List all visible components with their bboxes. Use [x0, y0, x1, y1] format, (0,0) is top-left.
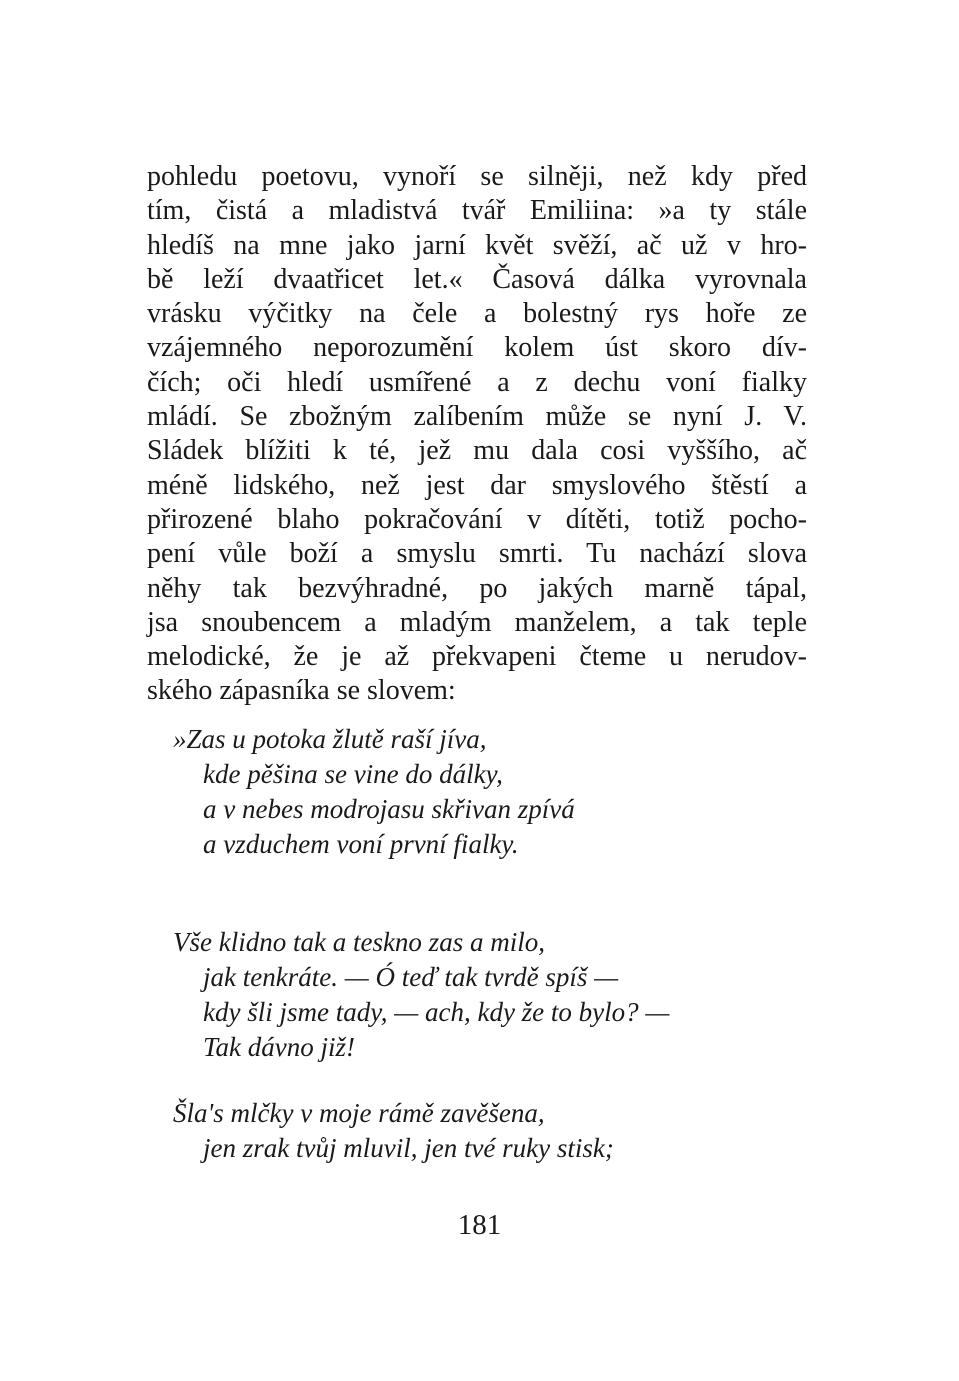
poem-stanza [173, 722, 813, 862]
text-line: jsa snoubencem a mladým manželem, a tak teple [147, 606, 807, 638]
text-line: mládí. Se zbožným zalíbením může se nyní J. V. [147, 401, 807, 433]
text-line: čích; oči hledí usmířené a z dechu voní fialky [147, 366, 807, 398]
text-line: vrásku výčitky na čele a bolestný rys hoře ze [147, 298, 807, 330]
text-line: méně lidského, než jest dar smyslového štěstí a [147, 469, 807, 501]
verse-line: a v nebes modrojasu skřivan zpívá [203, 794, 575, 824]
text-line: tím, čistá a mladistvá tvář Emiliina: »a ty stále [147, 195, 807, 227]
text-line: ského zápasníka se slovem: [147, 675, 456, 707]
verse-line: »Zas u potoka žlutě raší jíva, [173, 724, 487, 754]
page-number: 181 [457, 1209, 502, 1241]
poem-stanza [173, 925, 813, 1065]
text-line: pení vůle boží a smyslu smrti. Tu nachází slova [147, 538, 807, 570]
verse-line: Šla's mlčky v moje rámě zavěšena, [173, 1098, 545, 1128]
text-line: Sládek blížiti k té, jež mu dala cosi vyššího, ač [147, 435, 807, 467]
verse-line: Vše klidno tak a teskno zas a milo, [173, 927, 545, 957]
verse-line: kde pěšina se vine do dálky, [203, 759, 503, 789]
text-line: přirozené blaho pokračování v dítěti, totiž pocho- [147, 503, 807, 535]
verse-line: Tak dávno již! [203, 1032, 356, 1062]
text-line: bě leží dvaatřicet let.« Časová dálka vyrovnala [147, 263, 807, 295]
text-line: vzájemného neporozumění kolem úst skoro dív- [147, 332, 807, 364]
verse-line: jak tenkráte. — Ó teď tak tvrdě spíš — [203, 962, 619, 992]
verse-line: a vzduchem voní první fialky. [203, 829, 519, 859]
verse-line: kdy šli jsme tady, — ach, kdy že to bylo? — [203, 997, 670, 1027]
poem-stanza [173, 1096, 813, 1166]
text-line: pohledu poetovu, vynoří se silněji, než kdy před [147, 161, 807, 192]
text-line: něhy tak bezvýhradné, po jakých marně tápal, [147, 572, 807, 604]
text-line: hledíš na mne jako jarní květ svěží, ač už v hro- [147, 229, 807, 261]
verse-line: jen zrak tvůj mluvil, jen tvé ruky stisk; [203, 1133, 614, 1163]
text-line: melodické, že je až překvapeni čteme u nerudov- [147, 641, 807, 673]
prose-paragraph [147, 160, 807, 709]
